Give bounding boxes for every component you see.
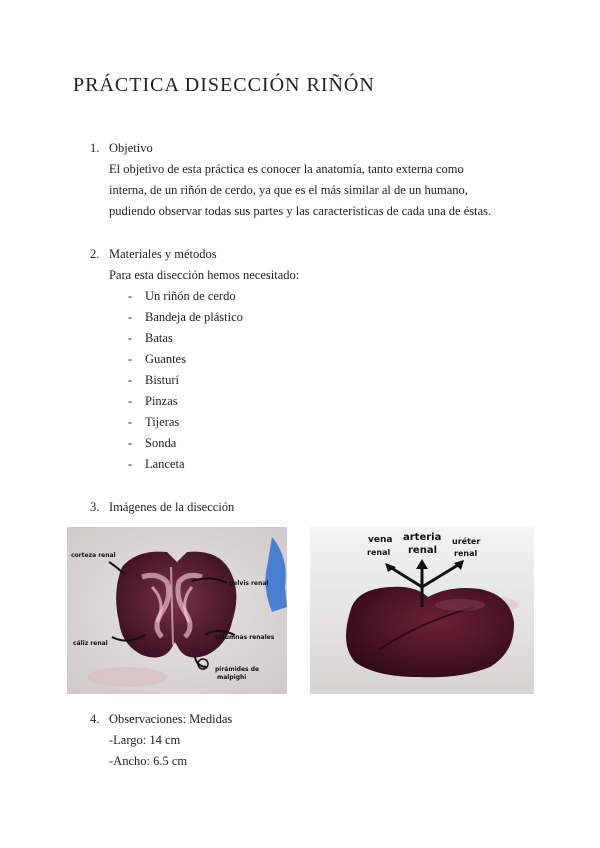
dissection-photo-internal <box>67 527 287 694</box>
materials-intro: Para esta disección hemos necesitado: <box>109 268 300 282</box>
list-item-label: Un riñón de cerdo <box>145 289 236 303</box>
paragraph-line: interna, de un riñón de cerdo, ya que es el más similar al de un humano, <box>109 183 468 197</box>
dissection-photo-external <box>310 527 534 694</box>
list-item-label: Guantes <box>145 352 186 366</box>
list-item <box>128 373 179 388</box>
label-pelvis-renal: pelvis renal <box>229 580 269 587</box>
bullet: - <box>128 331 133 345</box>
section-number: 1. <box>90 141 100 155</box>
list-item-label: Batas <box>145 331 173 345</box>
list-item-label: Bisturí <box>145 373 180 387</box>
list-item <box>128 352 186 367</box>
list-item <box>128 436 176 451</box>
label-corteza-renal: corteza renal <box>71 552 116 559</box>
paragraph-line: pudiendo observar todas sus partes y las características de cada una de éstas. <box>109 204 492 218</box>
bullet: - <box>128 415 133 429</box>
label-arteria-line1: arteria <box>403 532 442 543</box>
label-vena-line2: renal <box>367 548 391 557</box>
label-piramides-line1: pirámides de <box>215 666 260 673</box>
bullet: - <box>128 373 133 387</box>
section-heading: Observaciones: Medidas <box>109 712 233 726</box>
section-heading: Imágenes de la disección <box>109 500 235 514</box>
bullet: - <box>128 310 133 324</box>
measurement-width: -Ancho: 6.5 cm <box>109 754 188 768</box>
label-arteria-line2: renal <box>408 545 438 556</box>
bullet: - <box>128 289 133 303</box>
list-item-label: Bandeja de plástico <box>145 310 243 324</box>
list-item-label: Tijeras <box>145 415 180 429</box>
list-item <box>128 415 179 430</box>
section-number: 4. <box>90 712 100 726</box>
label-ureter-line2: renal <box>454 549 478 558</box>
paragraph-line: El objetivo de esta práctica es conocer la anatomía, tanto externa como <box>109 162 464 176</box>
list-item <box>128 457 185 472</box>
list-item <box>128 310 243 325</box>
section-number: 3. <box>90 500 100 514</box>
list-item-label: Pinzas <box>145 394 178 408</box>
bullet: - <box>128 436 133 450</box>
label-vena-line1: vena <box>368 535 393 545</box>
section-heading: Materiales y métodos <box>109 247 217 261</box>
section-number: 2. <box>90 247 100 261</box>
label-piramides-line2: malpighi <box>217 674 247 681</box>
bullet: - <box>128 394 133 408</box>
bullet: - <box>128 457 133 471</box>
list-item-label: Sonda <box>145 436 177 450</box>
list-item-label: Lanceta <box>145 457 185 471</box>
list-item <box>128 394 178 409</box>
page-title: PRÁCTICA DISECCIÓN RIÑÓN <box>73 74 375 96</box>
measurement-length: -Largo: 14 cm <box>109 733 181 747</box>
label-ureter-line1: uréter <box>452 537 481 546</box>
list-item <box>128 331 173 346</box>
bullet: - <box>128 352 133 366</box>
list-item <box>128 289 236 304</box>
label-columnas-renales: columnas renales <box>215 634 275 641</box>
label-caliz-renal: cáliz renal <box>73 640 108 647</box>
section-heading: Objetivo <box>109 141 153 155</box>
